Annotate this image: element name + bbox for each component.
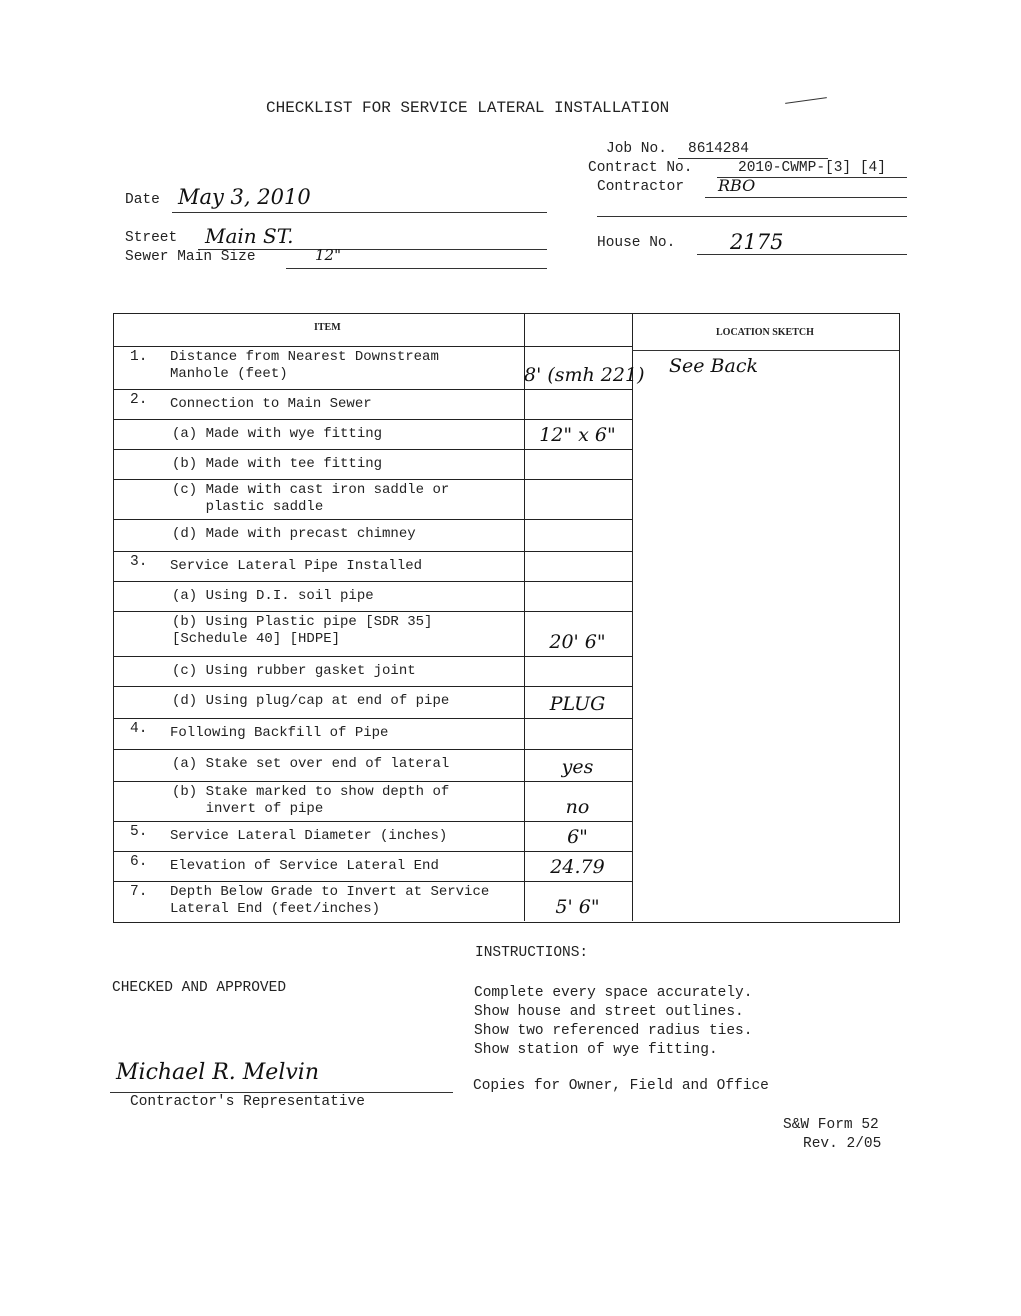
instruction-line: Show house and street outlines. bbox=[474, 1004, 744, 1020]
date-value: May 3, 2010 bbox=[178, 185, 311, 209]
row-number: 2. bbox=[130, 392, 148, 408]
date-label: Date bbox=[125, 192, 160, 208]
street-label: Street bbox=[125, 230, 178, 246]
sketch-header-line bbox=[632, 350, 899, 351]
sewer-main-size-value: 12" bbox=[315, 246, 341, 264]
row-item-text: Following Backfill of Pipe bbox=[170, 725, 389, 741]
contract-no-label: Contract No. bbox=[588, 160, 693, 176]
row-item-text: Depth Below Grade to Invert at Service Lateral End (feet/inches) bbox=[170, 884, 490, 917]
row-item-text: (b) Stake marked to show depth of invert of pipe bbox=[172, 784, 450, 817]
row-item-text: Elevation of Service Lateral End bbox=[170, 858, 439, 874]
row-item-text: (a) Using D.I. soil pipe bbox=[172, 588, 374, 604]
pen-mark bbox=[785, 97, 827, 104]
house-no-value: 2175 bbox=[730, 230, 784, 254]
table-row bbox=[114, 419, 633, 450]
table-row bbox=[114, 851, 633, 882]
row-value: 6" bbox=[567, 826, 588, 848]
sketch-header: LOCATION SKETCH bbox=[716, 327, 814, 338]
row-number: 6. bbox=[130, 854, 148, 870]
row-number: 1. bbox=[130, 349, 148, 365]
row-value: no bbox=[565, 796, 590, 818]
row-item-text: Connection to Main Sewer bbox=[170, 396, 372, 412]
row-item-text: (a) Stake set over end of lateral bbox=[172, 756, 450, 772]
row-item-text: (d) Made with precast chimney bbox=[172, 526, 416, 542]
contractor-line bbox=[705, 197, 907, 198]
row-item-text: (c) Made with cast iron saddle or plastic saddle bbox=[172, 482, 450, 515]
table-row bbox=[114, 346, 645, 390]
copies-note: Copies for Owner, Field and Office bbox=[473, 1078, 769, 1094]
row-value: yes bbox=[561, 756, 594, 778]
house-no-label: House No. bbox=[597, 235, 676, 251]
row-item-text: (d) Using plug/cap at end of pipe bbox=[172, 693, 450, 709]
contractor-value: RBO bbox=[718, 176, 756, 195]
row-item-text: Service Lateral Pipe Installed bbox=[170, 558, 423, 574]
instructions-heading: INSTRUCTIONS: bbox=[475, 945, 589, 961]
row-value: 8' (smh 221) bbox=[524, 364, 645, 386]
row-item-text: (b) Using Plastic pipe [SDR 35] [Schedule 40] [HDPE] bbox=[172, 614, 433, 647]
row-value: 20' 6" bbox=[549, 631, 606, 653]
table-row bbox=[114, 749, 633, 782]
blank-line bbox=[597, 216, 907, 217]
approval-label: CHECKED AND APPROVED bbox=[112, 980, 287, 996]
table-row bbox=[114, 479, 633, 520]
form-rev: Rev. 2/05 bbox=[803, 1136, 882, 1152]
row-value: 24.79 bbox=[550, 856, 605, 878]
row-value: 12" x 6" bbox=[539, 424, 616, 446]
table-row bbox=[114, 519, 633, 552]
house-no-line bbox=[697, 254, 907, 255]
instructions-list bbox=[474, 984, 752, 1060]
table-row bbox=[114, 551, 633, 582]
instruction-line: Show two referenced radius ties. bbox=[474, 1023, 753, 1039]
row-number: 4. bbox=[130, 721, 148, 737]
row-value: 5' 6" bbox=[555, 896, 600, 918]
signature-caption: Contractor's Representative bbox=[130, 1094, 365, 1110]
signature: Michael R. Melvin bbox=[116, 1060, 319, 1085]
table-row bbox=[114, 686, 633, 719]
table-row bbox=[114, 718, 633, 750]
job-no-label: Job No. bbox=[606, 141, 667, 157]
row-number: 3. bbox=[130, 554, 148, 570]
sewer-main-size-line bbox=[286, 268, 547, 269]
table-row bbox=[114, 881, 633, 922]
form-id: S&W Form 52 bbox=[783, 1117, 879, 1133]
instruction-line: Show station of wye fitting. bbox=[474, 1042, 718, 1058]
row-number: 5. bbox=[130, 824, 148, 840]
sewer-main-size-label: Sewer Main Size bbox=[125, 249, 256, 265]
row-item-text: Distance from Nearest Downstream Manhole (feet) bbox=[170, 349, 439, 382]
row-number: 7. bbox=[130, 884, 148, 900]
signature-line bbox=[110, 1092, 453, 1093]
table-row bbox=[114, 581, 633, 612]
table-row bbox=[114, 389, 633, 420]
date-line bbox=[172, 212, 547, 213]
table-row bbox=[114, 781, 633, 822]
document-title: CHECKLIST FOR SERVICE LATERAL INSTALLATION bbox=[266, 99, 670, 117]
table-row bbox=[114, 449, 633, 480]
job-no-line bbox=[678, 158, 828, 159]
row-item-text: (a) Made with wye fitting bbox=[172, 426, 383, 442]
contract-no-value: 2010-CWMP-[3] [4] bbox=[738, 160, 886, 176]
row-value: PLUG bbox=[549, 693, 606, 715]
contractor-label: Contractor bbox=[597, 179, 685, 195]
item-header: ITEM bbox=[314, 322, 341, 333]
row-item-text: Service Lateral Diameter (inches) bbox=[170, 828, 448, 844]
row-item-text: (c) Using rubber gasket joint bbox=[172, 663, 416, 679]
instruction-line: Complete every space accurately. bbox=[474, 985, 753, 1001]
job-no-value: 8614284 bbox=[688, 141, 749, 157]
sketch-value: See Back bbox=[669, 355, 758, 377]
table-row bbox=[114, 611, 633, 657]
table-row bbox=[114, 656, 633, 687]
street-value: Main ST. bbox=[205, 224, 294, 248]
row-item-text: (b) Made with tee fitting bbox=[172, 456, 383, 472]
table-row bbox=[114, 821, 633, 852]
checklist-table bbox=[113, 313, 900, 923]
